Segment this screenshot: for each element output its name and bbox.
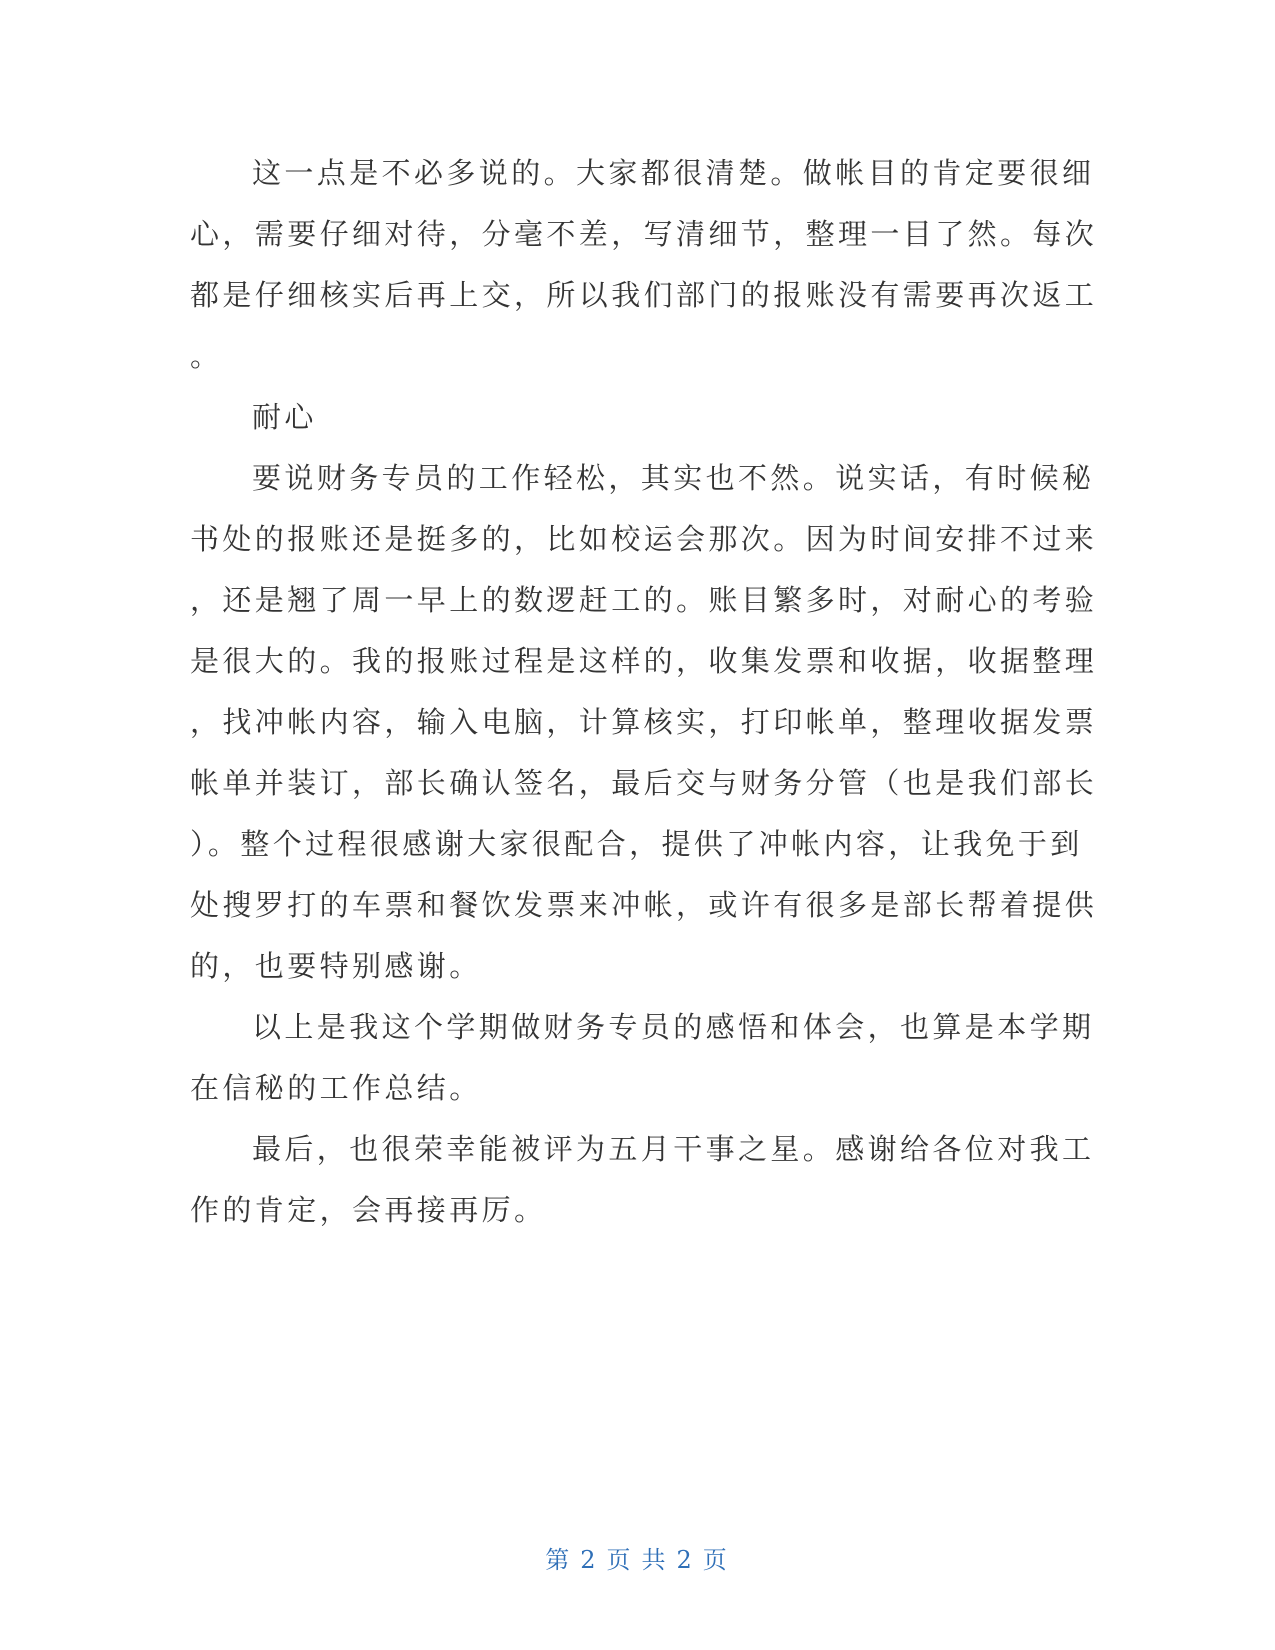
- body-text: [190, 143, 1098, 1241]
- paragraph-5: [190, 1119, 1095, 1241]
- paragraph-line: 帐单并装订，部长确认签名，最后交与财务分管（也是我们部长: [190, 766, 1098, 800]
- footer-total-pages: 2: [676, 1546, 695, 1574]
- page-footer: [0, 1540, 1275, 1575]
- footer-total-unit: 页: [702, 1546, 730, 1574]
- paragraph-line: ）。整个过程很感谢大家很配合，提供了冲帐内容，让我免于到: [190, 827, 1083, 861]
- footer-prefix: 第: [545, 1546, 573, 1574]
- paragraph-line: 最后，也很荣幸能被评为五月干事之星。感谢给各位对我工: [252, 1132, 1095, 1166]
- paragraph-1: [190, 143, 1098, 387]
- paragraph-line: 在信秘的工作总结。: [190, 1071, 482, 1105]
- paragraph-line: 的，也要特别感谢。: [190, 949, 482, 983]
- paragraph-line: 作的肯定，会再接再厉。: [190, 1193, 547, 1227]
- section-heading: [190, 387, 1060, 448]
- footer-total-label: 共: [641, 1546, 669, 1574]
- section-heading-text: 耐心: [252, 400, 317, 434]
- paragraph-line: ，还是翘了周一早上的数逻赶工的。账目繁多时，对耐心的考验: [190, 583, 1098, 617]
- paragraph-line: 书处的报账还是挺多的，比如校运会那次。因为时间安排不过来: [190, 522, 1098, 556]
- paragraph-4: [190, 997, 1095, 1119]
- paragraph-line: 以上是我这个学期做财务专员的感悟和体会，也算是本学期: [252, 1010, 1095, 1044]
- paragraph-line: ，找冲帐内容，输入电脑，计算核实，打印帐单，整理收据发票: [190, 705, 1098, 739]
- paragraph-line: 要说财务专员的工作轻松，其实也不然。说实话，有时候秘: [252, 461, 1095, 495]
- footer-current-page: 2: [580, 1546, 599, 1574]
- paragraph-line: 处搜罗打的车票和餐饮发票来冲帐，或许有很多是部长帮着提供: [190, 888, 1098, 922]
- paragraph-line: 。: [190, 339, 223, 373]
- paragraph-3: [190, 448, 1098, 997]
- paragraph-line: 都是仔细核实后再上交，所以我们部门的报账没有需要再次返工: [190, 278, 1098, 312]
- footer-page-unit: 页: [606, 1546, 634, 1574]
- paragraph-line: 心，需要仔细对待，分毫不差，写清细节，整理一目了然。每次: [190, 217, 1098, 251]
- paragraph-line: 是很大的。我的报账过程是这样的，收集发票和收据，收据整理: [190, 644, 1098, 678]
- paragraph-line: 这一点是不必多说的。大家都很清楚。做帐目的肯定要很细: [252, 156, 1095, 190]
